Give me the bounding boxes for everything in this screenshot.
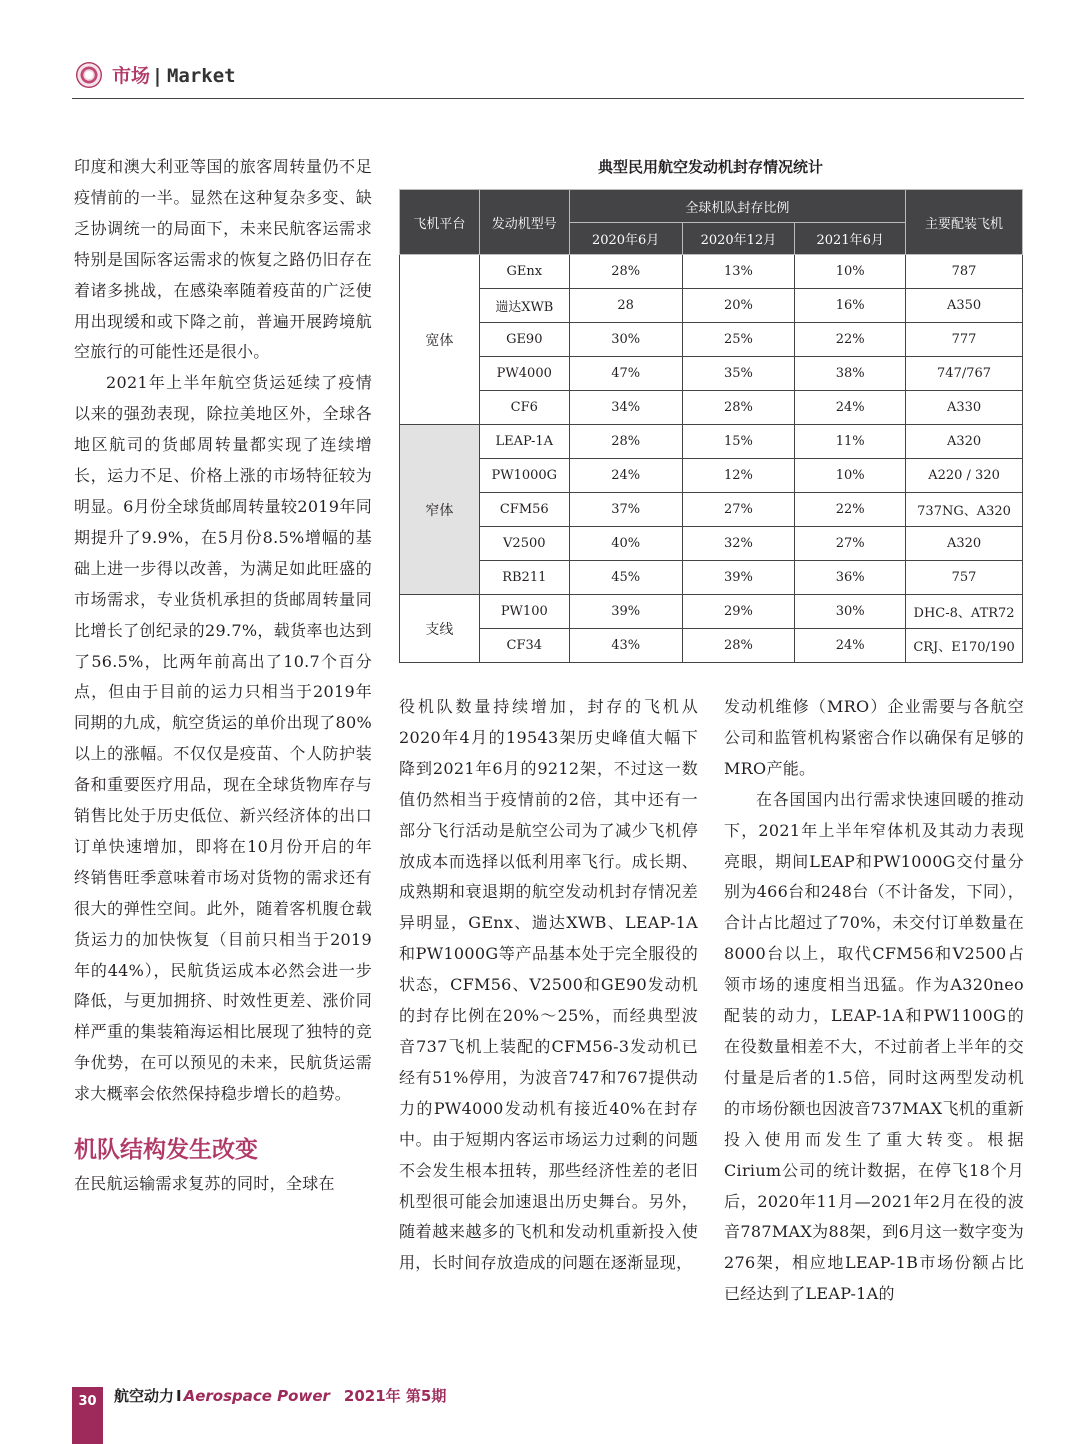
table-row xyxy=(400,391,1023,425)
ratio-cell: 28% xyxy=(569,425,682,459)
aircraft-cell: A320 xyxy=(906,425,1023,459)
text-column-3 xyxy=(724,692,1024,1310)
ratio-cell: 24% xyxy=(795,629,906,663)
ratio-cell: 15% xyxy=(682,425,795,459)
engine-storage-table xyxy=(399,189,1023,663)
section-title-cn: 市场 xyxy=(112,65,151,87)
ratio-cell: 34% xyxy=(569,391,682,425)
engine-cell: RB211 xyxy=(479,561,569,595)
header-platform: 飞机平台 xyxy=(400,190,480,255)
ratio-cell: 10% xyxy=(795,255,906,289)
table-row xyxy=(400,629,1023,663)
ratio-cell: 43% xyxy=(569,629,682,663)
ratio-cell: 16% xyxy=(795,289,906,323)
magazine-logo-icon xyxy=(76,62,102,88)
ratio-cell: 39% xyxy=(682,561,795,595)
aircraft-cell: 737NG、A320 xyxy=(906,493,1023,527)
engine-cell: V2500 xyxy=(479,527,569,561)
paragraph: 发动机维修（MRO）企业需要与各航空公司和监管机构紧密合作以确保有足够的MRO产能。 xyxy=(724,697,1024,778)
aircraft-cell: CRJ、E170/190 xyxy=(906,629,1023,663)
table-row xyxy=(400,459,1023,493)
engine-cell: LEAP-1A xyxy=(479,425,569,459)
ratio-cell: 35% xyxy=(682,357,795,391)
ratio-cell: 27% xyxy=(682,493,795,527)
header-ratio-group: 全球机队封存比例 xyxy=(569,190,905,223)
table-row xyxy=(400,595,1023,629)
table-row xyxy=(400,289,1023,323)
aircraft-cell: 747/767 xyxy=(906,357,1023,391)
engine-cell: GEnx xyxy=(479,255,569,289)
engine-cell: PW1000G xyxy=(479,459,569,493)
ratio-cell: 30% xyxy=(569,323,682,357)
ratio-cell: 24% xyxy=(569,459,682,493)
ratio-cell: 40% xyxy=(569,527,682,561)
ratio-cell: 27% xyxy=(795,527,906,561)
table-row xyxy=(400,527,1023,561)
ratio-cell: 36% xyxy=(795,561,906,595)
platform-group-cell: 支线 xyxy=(400,595,480,663)
ratio-cell: 25% xyxy=(682,323,795,357)
ratio-cell: 39% xyxy=(569,595,682,629)
platform-group-cell: 宽体 xyxy=(400,255,480,425)
aircraft-cell: 787 xyxy=(906,255,1023,289)
journal-name-en: Aerospace Power xyxy=(183,1387,330,1405)
paragraph: 印度和澳大利亚等国的旅客周转量仍不足疫情前的一半。显然在这种复杂多变、缺乏协调统一的局面下，未来民航客运需求特别是国际客运需求的恢复之路仍旧存在着诸多挑战，在感染率随着疫苗的广泛使用出现缓和或下降之前，普遍开展跨境航空旅行的可能性还是很小。 xyxy=(74,157,372,362)
header-period: 2020年6月 xyxy=(569,223,682,255)
platform-group-cell: 窄体 xyxy=(400,425,480,595)
ratio-cell: 13% xyxy=(682,255,795,289)
ratio-cell: 28 xyxy=(569,289,682,323)
page-header xyxy=(72,58,1024,98)
ratio-cell: 22% xyxy=(795,493,906,527)
aircraft-cell: DHC-8、ATR72 xyxy=(906,595,1023,629)
journal-name xyxy=(114,1385,446,1406)
engine-cell: CF34 xyxy=(479,629,569,663)
aircraft-cell: 777 xyxy=(906,323,1023,357)
ratio-cell: 28% xyxy=(682,629,795,663)
engine-cell: PW4000 xyxy=(479,357,569,391)
paragraph: 2021年上半年航空货运延续了疫情以来的强劲表现，除拉美地区外，全球各地区航司的货邮周转量都实现了连续增长，运力不足、价格上涨的市场特征较为明显。6月份全球货邮周转量较2019年同期提升了9.9%，在5月份8.5%增幅的基础上进一步得以改善，为满足如此旺盛的市场需求，专业货机承担的货邮周转量同比增长了创纪录的29.7%，载货率也达到了56.5%，比两年前高出了10.7个百分点，但由于目前的运力只相当于2019年同期的九成，航空货运的单价出现了80%以上的涨幅。不仅仅是疫苗、个人防护装备和重要医疗用品，现在全球货物库存与销售比处于历史低位、新兴经济体的出口订单快速增加，即将在10月份开启的年终销售旺季意味着市场对货物的需求还有很大的弹性空间。此外，随着客机腹仓载货运力的加快恢复（目前只相当于2019年的44%），民航货运成本必然会进一步降低，与更加拥挤、时效性更差、涨价同样严重的集装箱海运相比展现了独特的竞争优势，在可以预见的未来，民航货运需求大概率会依然保持稳步增长的趋势。 xyxy=(74,373,372,1104)
ratio-cell: 45% xyxy=(569,561,682,595)
page-number: 30 xyxy=(72,1387,103,1444)
section-heading: 机队结构发生改变 xyxy=(74,1137,258,1164)
ratio-cell: 28% xyxy=(569,255,682,289)
table-row xyxy=(400,561,1023,595)
ratio-cell: 12% xyxy=(682,459,795,493)
ratio-cell: 37% xyxy=(569,493,682,527)
engine-cell: CFM56 xyxy=(479,493,569,527)
aircraft-cell: A220 / 320 xyxy=(906,459,1023,493)
page-footer xyxy=(72,1387,672,1444)
aircraft-cell: A350 xyxy=(906,289,1023,323)
aircraft-cell: A330 xyxy=(906,391,1023,425)
text-column-2 xyxy=(399,692,698,1279)
table-row xyxy=(400,357,1023,391)
section-title xyxy=(112,61,236,88)
ratio-cell: 32% xyxy=(682,527,795,561)
engine-cell: PW100 xyxy=(479,595,569,629)
table-row xyxy=(400,323,1023,357)
ratio-cell: 10% xyxy=(795,459,906,493)
engine-cell: 遄达XWB xyxy=(479,289,569,323)
table-row xyxy=(400,493,1023,527)
ratio-cell: 38% xyxy=(795,357,906,391)
ratio-cell: 28% xyxy=(682,391,795,425)
journal-name-cn: 航空动力 xyxy=(114,1387,175,1405)
ratio-cell: 47% xyxy=(569,357,682,391)
header-period: 2021年6月 xyxy=(795,223,906,255)
ratio-cell: 29% xyxy=(682,595,795,629)
journal-separator: I xyxy=(176,1387,182,1405)
header-rule xyxy=(72,98,1024,99)
paragraph: 在各国国内出行需求快速回暖的推动下，2021年上半年窄体机及其动力表现亮眼，期间LEAP和PW1000G交付量分别为466台和248台（不计备发，下同），合计占比超过了70%，未交付订单数量在8000台以上，取代CFM56和V2500占领市场的速度相当迅猛。作为A320neo配装的动力，LEAP-1A和PW1100G的在役数量相差不大，不过前者上半年的交付量是后者的1.5倍，同时这两型发动机的市场份额也因波音737MAX飞机的重新投入使用而发生了重大转变。根据Cirium公司的统计数据，在停飞18个月后，2020年11月—2021年2月在役的波音787MAX为88架，到6月这一数字变为276架，相应地LEAP-1B市场份额占比已经达到了LEAP-1A的 xyxy=(724,789,1024,1304)
ratio-cell: 11% xyxy=(795,425,906,459)
table-row xyxy=(400,255,1023,289)
ratio-cell: 30% xyxy=(795,595,906,629)
section-separator: | xyxy=(154,65,161,87)
engine-cell: GE90 xyxy=(479,323,569,357)
paragraph: 在民航运输需求复苏的同时，全球在 xyxy=(74,1174,335,1194)
aircraft-cell: 757 xyxy=(906,561,1023,595)
text-column-1 xyxy=(74,152,372,1200)
engine-cell: CF6 xyxy=(479,391,569,425)
header-aircraft: 主要配装飞机 xyxy=(906,190,1023,255)
paragraph: 役机队数量持续增加，封存的飞机从2020年4月的19543架历史峰值大幅下降到2021年6月的9212架，不过这一数值仍然相当于疫情前的2倍，其中还有一部分飞行活动是航空公司为了减少飞机停放成本而选择以低利用率飞行。成长期、成熟期和衰退期的航空发动机封存情况差异明显，GEnx、遄达XWB、LEAP-1A和PW1000G等产品基本处于完全服役的状态，CFM56、V2500和GE90发动机的封存比例在20%～25%，而经典型波音737飞机上装配的CFM56-3发动机已经有51%停用，为波音747和767提供动力的PW4000发动机有接近40%在封存中。由于短期内客运市场运力过剩的问题不会发生根本扭转，那些经济性差的老旧机型很可能会加速退出历史舞台。另外，随着越来越多的飞机和发动机重新投入使用，长时间存放造成的问题在逐渐显现， xyxy=(399,697,698,1273)
ratio-cell: 22% xyxy=(795,323,906,357)
header-period: 2020年12月 xyxy=(682,223,795,255)
aircraft-cell: A320 xyxy=(906,527,1023,561)
section-title-en: Market xyxy=(166,65,236,87)
ratio-cell: 24% xyxy=(795,391,906,425)
table-title: 典型民用航空发动机封存情况统计 xyxy=(597,158,823,176)
table-row xyxy=(400,425,1023,459)
header-engine: 发动机型号 xyxy=(479,190,569,255)
ratio-cell: 20% xyxy=(682,289,795,323)
issue-label: 2021年 第5期 xyxy=(343,1387,447,1405)
